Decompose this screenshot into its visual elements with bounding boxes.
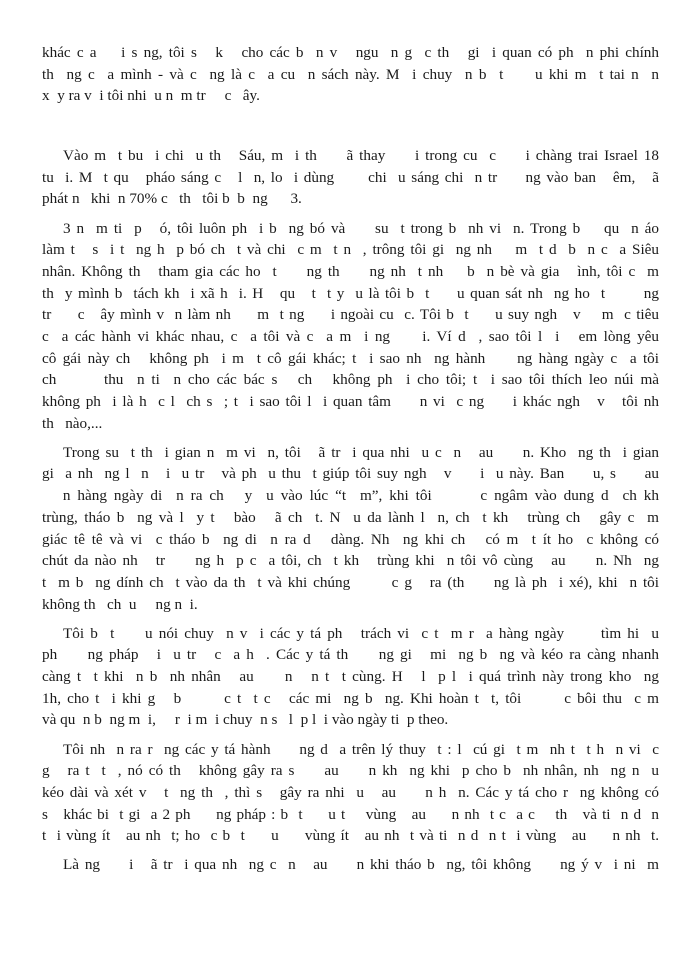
text-line: tu i. M t qu pháo sáng c l n, lo i dùng chi u sáng chi n tr ng vào ban êm, ã	[42, 168, 659, 186]
text-line: t m b ng dính ch t vào da th t và khi chúng c g ra (th ng là ph i xé), khi n tôi	[42, 573, 659, 591]
text-line: th ng c a mình - và c ng là c a cu n sách này. M i chuy n b t u khi m t tai n n	[42, 65, 659, 83]
text-line: chút da nào nh tr ng h p c a tôi, ch t kh trùng khi n tôi vô cùng au n. Nh ng	[42, 552, 659, 570]
text-line: Là ng i ã tr i qua nh ng c n au n khi tháo b ng, tôi không ng ý v i ni m	[63, 856, 659, 874]
text-line: 3 n m ti p ó, tôi luôn ph i b ng bó và su t trong b nh vi n. Trong b qu n áo	[63, 219, 659, 237]
text-line: cô gái này ch không ph i m t cô gái khác; t i sao nh ng hành ng hàng ngày c a tôi	[42, 349, 659, 367]
text-line: không ph i là h c l ch s ; t i sao tôi l i quan tâm n vi c ng i khác ngh v tôi nh	[42, 393, 659, 411]
text-line: giác tê tê và vi c tháo b ng di n ra d dàng. Nh ng khi ch có m t ít ho c không có	[42, 530, 659, 548]
paragraph	[42, 145, 659, 210]
text-line: s khác bi t gi a 2 ph ng pháp : b t u t vùng au n nh t c a c th và ti n d n	[42, 805, 659, 823]
text-line: càng t t khi n b nh nhân au n n t t cùng. H l p l i quá trình này trong kho ng	[42, 668, 659, 686]
text-line: Tôi nh n ra r ng các y tá hành ng d a trên lý thuy t : l cú gi t m nh t t h n vi c	[63, 740, 659, 758]
text-line: không th ch u ng n i.	[42, 595, 198, 613]
paragraph	[42, 442, 659, 616]
text-line: th y mình b tách kh i xã h i. H qu t t y u là tôi b t u quan sát nh ng ho t ng	[42, 284, 659, 302]
document-page	[42, 42, 659, 876]
text-line: trùng, tháo b ng và l y t bào ã ch t. N u da lành l n, ch t kh trùng ch gây c m	[42, 508, 659, 526]
text-line: ph ng pháp i u tr c a h . Các y tá th ng gi mi ng b ng và kéo ra càng nhanh	[42, 646, 659, 664]
text-line: Vào m t bu i chi u th Sáu, m i th ã thay i trong cu c i chàng trai Israel 18	[63, 147, 659, 165]
text-line: 1h, cho t i khi g b c t t c các mi ng b ng. Khi hoàn t t, tôi c bôi thu c m	[42, 689, 659, 707]
text-line: t i vùng ít au nh t; ho c b t u vùng ít au nh t và ti n d n t i vùng au n nh t.	[42, 827, 659, 845]
paragraph	[42, 218, 659, 435]
paragraph	[42, 854, 659, 876]
paragraph	[42, 739, 659, 847]
text-line: ch thu n ti n cho các bác s ch không ph i cho tôi; t i sao tôi thích leo núi mà	[42, 371, 659, 389]
text-line: x y ra v i tôi nhi u n m tr c ây.	[42, 87, 260, 105]
text-line: gi a nh ng l n i u tr và ph u thu t giúp tôi suy ngh v i u này. Ban u, s au	[42, 465, 659, 483]
text-line: làm t s i t ng h p bó ch t và chi c m t n , trông tôi gi ng nh m t d b n c a Siêu	[42, 241, 659, 259]
text-line: khác c a i s ng, tôi s k cho các b n v ngu n g c th gi i quan có ph n phi chính	[42, 44, 659, 61]
text-line: và qu n b ng m i, r i m i chuy n s l p l i vào ngày ti p theo.	[42, 711, 449, 729]
text-line: n hàng ngày di n ra ch y u vào lúc “t m”, khi tôi c ngâm vào dung d ch kh	[42, 487, 659, 505]
text-line: tr c ây mình v n làm nh m t ng i ngoài cu c. Tôi b t u suy ngh v m c tiêu	[42, 306, 659, 324]
text-line: Tôi b t u nói chuy n v i các y tá ph trách vi c t m r a hàng ngày tìm hi u	[63, 624, 659, 642]
text-line: c a các hành vi khác nhau, c a tôi và c a m i ng i. Ví d , sao tôi l i em lòng yêu	[42, 327, 659, 345]
paragraph	[42, 42, 659, 107]
text-line: kéo dài và xét v t ng th , thì s gây ra nhi u au n h n. Các y tá cho r ng không có	[42, 783, 659, 801]
paragraph	[42, 623, 659, 731]
text-line: th nào,...	[42, 414, 103, 432]
text-line: phát n khi n 70% c th tôi b b ng 3.	[42, 190, 302, 208]
text-line: nhân. Không th tham gia các ho t ng th ng nh t nh b n bè và gia ình, tôi c m	[42, 262, 659, 280]
text-line: Trong su t th i gian n m vi n, tôi ã tr i qua nhi u c n au n. Kho ng th i gian	[63, 443, 659, 461]
text-line: g ra t t , nó có th không gây ra s au n kh ng khi p cho b nh nhân, nh ng n u	[42, 762, 659, 780]
